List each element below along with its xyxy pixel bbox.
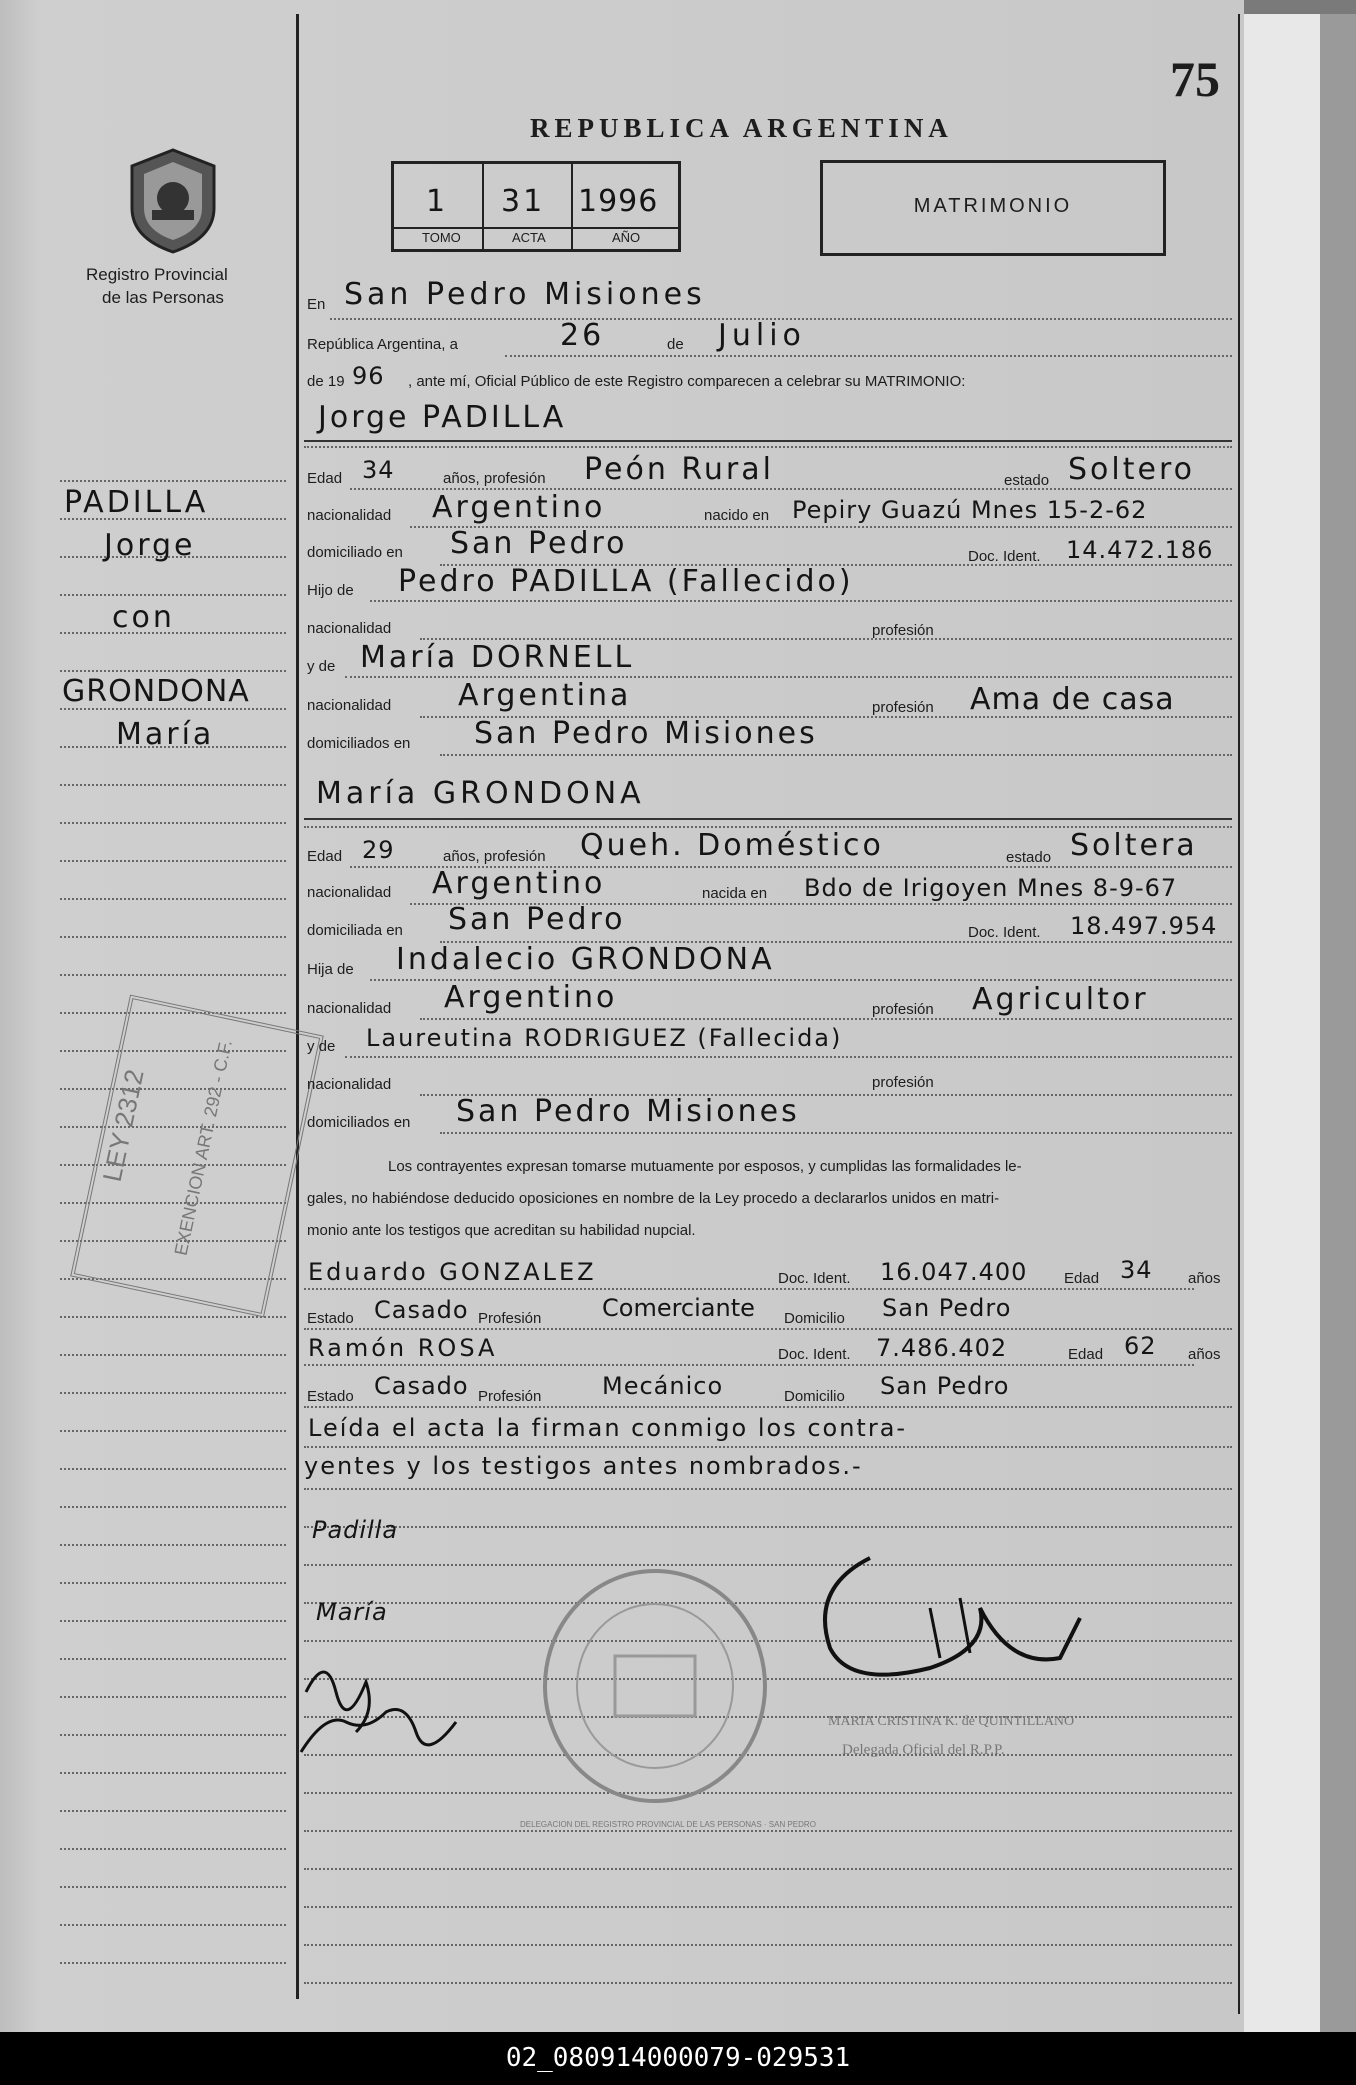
groom-yde-label: y de — [307, 658, 336, 675]
margin-rule — [60, 1582, 286, 1584]
witness1-doc-label: Doc. Ident. — [778, 1270, 851, 1287]
bride-anos-profesion-label: años, profesión — [443, 848, 546, 865]
day: 26 — [560, 318, 605, 353]
groom-mother-prof-label: profesión — [872, 699, 934, 716]
margin-rule — [60, 1696, 286, 1698]
registry-name-1: Registro Provincial — [86, 265, 228, 284]
bride-father-profession: Agricultor — [972, 982, 1149, 1017]
witness2-edad-label: Edad — [1068, 1346, 1104, 1363]
margin-rule — [60, 784, 286, 786]
bride-estado-label: estado — [1006, 849, 1052, 866]
witness2-prof-label: Profesión — [478, 1388, 542, 1405]
rule — [304, 1328, 1232, 1330]
groom-edad-label: Edad — [307, 470, 343, 487]
groom-estado-label: estado — [1004, 472, 1050, 489]
act-type-box — [820, 160, 1166, 256]
margin-connector: con — [112, 600, 175, 635]
rule — [304, 1446, 1232, 1448]
margin-rule — [60, 822, 286, 824]
groom-civil-status: Soltero — [1068, 452, 1195, 487]
margin-rule — [60, 1316, 286, 1318]
bride-mother-prof-label: profesión — [872, 1074, 934, 1091]
bride-father: Indalecio GRONDONA — [396, 942, 775, 977]
witness2-dom-label: Domicilio — [784, 1388, 845, 1405]
ruled-line — [304, 1488, 1232, 1490]
book-edge — [1320, 14, 1356, 2032]
witness2-profession: Mecánico — [602, 1372, 724, 1400]
groom-profession: Peón Rural — [584, 452, 774, 487]
witness1-civil: Casado — [374, 1296, 469, 1324]
place: San Pedro Misiones — [344, 277, 706, 312]
margin-groom-surname: PADILLA — [64, 485, 209, 520]
ruled-line — [304, 1526, 1232, 1528]
rule — [304, 818, 1232, 820]
bride-birthplace: Bdo de Irigoyen Mnes 8-9-67 — [804, 874, 1178, 902]
groom-birthplace: Pepiry Guazú Mnes 15-2-62 — [792, 496, 1148, 524]
stamp-line-1: LEY 2312 — [96, 1066, 150, 1185]
witness1-age: 34 — [1120, 1256, 1153, 1284]
margin-rule — [60, 1848, 286, 1850]
rule — [304, 440, 1232, 442]
witness2-name: Ramón ROSA — [308, 1334, 498, 1362]
bride-yde-label: y de — [307, 1038, 336, 1055]
ruled-line — [304, 1944, 1232, 1946]
bride-father-nac-label: nacionalidad — [307, 1000, 392, 1017]
margin-rule — [60, 1354, 286, 1356]
year-suffix: 96 — [352, 362, 385, 390]
witness1-doc: 16.047.400 — [880, 1258, 1028, 1286]
margin-rule — [60, 1734, 286, 1736]
bride-nacida-label: nacida en — [702, 885, 768, 902]
groom-doc-label: Doc. Ident. — [968, 548, 1041, 565]
margin-rule — [60, 1810, 286, 1812]
de-label: de — [667, 336, 684, 353]
groom-mother-nationality: Argentina — [458, 678, 632, 713]
groom-parents-dom-label: domiciliados en — [307, 735, 411, 752]
declaration-line-3: monio ante los testigos que acreditan su habilidad nupcial. — [307, 1222, 696, 1239]
rule — [304, 446, 1232, 448]
witness1-name: Eduardo GONZALEZ — [308, 1258, 597, 1286]
groom-age: 34 — [362, 456, 395, 484]
ano-label: AÑO — [612, 230, 641, 245]
groom-mother: María DORNELL — [360, 640, 635, 675]
margin-rule — [60, 1544, 286, 1546]
official-name: MARIA CRISTINA K. de QUINTILLANO — [828, 1714, 1075, 1729]
groom-domiciliado-label: domiciliado en — [307, 544, 403, 561]
ruled-line — [304, 1868, 1232, 1870]
groom-nacionalidad-label: nacionalidad — [307, 507, 392, 524]
groom-nacido-label: nacido en — [704, 507, 770, 524]
margin-rule — [60, 594, 286, 596]
groom-father-nac-label: nacionalidad — [307, 620, 392, 637]
ruled-line — [304, 1830, 1232, 1832]
witness2-estado-label: Estado — [307, 1388, 354, 1405]
margin-rule — [60, 936, 286, 938]
scan-footer-code: 02_080914000079-029531 — [0, 2032, 1356, 2085]
bride-edad-label: Edad — [307, 848, 343, 865]
rule — [304, 1406, 1232, 1408]
rule — [505, 355, 1232, 357]
bride-nationality: Argentino — [432, 866, 606, 901]
rule — [370, 600, 1232, 602]
witness2-doc-label: Doc. Ident. — [778, 1346, 851, 1363]
witness2-domicile: San Pedro — [880, 1372, 1010, 1400]
official-seal-icon — [540, 1566, 770, 1811]
witness-signatures-icon — [296, 1652, 466, 1767]
margin-rule — [60, 670, 286, 672]
closing-line-1: Leída el acta la firman conmigo los contra- — [308, 1414, 908, 1442]
witness1-domicile: San Pedro — [882, 1294, 1012, 1322]
margin-rule — [60, 898, 286, 900]
tomo-label: TOMO — [422, 230, 461, 245]
groom-father-prof-label: profesión — [872, 622, 934, 639]
witness2-civil: Casado — [374, 1372, 469, 1400]
witness1-dom-label: Domicilio — [784, 1310, 845, 1327]
bride-doc-label: Doc. Ident. — [968, 924, 1041, 941]
groom-parents-domicile: San Pedro Misiones — [474, 716, 818, 751]
bride-age: 29 — [362, 836, 395, 864]
margin-rule — [60, 1468, 286, 1470]
bride-profession: Queh. Doméstico — [580, 828, 884, 863]
margin-rule — [60, 1886, 286, 1888]
margin-rule — [60, 1392, 286, 1394]
ruled-line — [304, 1906, 1232, 1908]
margin-rule — [60, 1620, 286, 1622]
witness1-estado-label: Estado — [307, 1310, 354, 1327]
groom-full-name: Jorge PADILLA — [318, 400, 567, 435]
bride-nacionalidad-label: nacionalidad — [307, 884, 392, 901]
page-number: 75 — [1170, 51, 1220, 107]
groom-nationality: Argentino — [432, 490, 606, 525]
bride-doc: 18.497.954 — [1070, 912, 1218, 940]
bride-civil-status: Soltera — [1070, 828, 1198, 863]
groom-doc: 14.472.186 — [1066, 536, 1214, 564]
bride-father-nationality: Argentino — [444, 980, 618, 1015]
rule — [440, 754, 1232, 756]
margin-rule — [60, 1772, 286, 1774]
margin-rule — [60, 1506, 286, 1508]
declaration-line-1: Los contrayentes expresan tomarse mutuamente por esposos, y cumplidas las formalidades le- — [388, 1158, 1022, 1175]
ruled-line — [304, 1982, 1232, 1984]
witness1-anos-label: años — [1188, 1270, 1221, 1287]
groom-anos-profesion-label: años, profesión — [443, 470, 546, 487]
acta-value: 31 — [501, 184, 546, 219]
margin-rule — [60, 974, 286, 976]
bride-mother: Laureutina RODRIGUEZ (Fallecida) — [366, 1024, 843, 1052]
ano-value: 1996 — [578, 184, 659, 219]
margin-groom-name: Jorge — [104, 528, 196, 563]
statement: , ante mí, Oficial Público de este Registro comparecen a celebrar su MATRIMONIO: — [408, 373, 966, 390]
witness2-doc: 7.486.402 — [876, 1334, 1008, 1362]
month: Julio — [718, 318, 806, 353]
declaration-line-2: gales, no habiéndose deducido oposiciones en nombre de la Ley procedo a declararlos unidos en matri- — [307, 1190, 1000, 1207]
margin-bride-surname: GRONDONA — [62, 674, 250, 709]
witness1-edad-label: Edad — [1064, 1270, 1100, 1287]
registry-name-2: de las Personas — [102, 288, 224, 307]
bride-parents-domicile: San Pedro Misiones — [456, 1094, 800, 1129]
signature-groom: Padilla — [312, 1516, 399, 1544]
rule — [345, 1056, 1232, 1058]
en-label: En — [307, 296, 326, 313]
official-title: Delegada Oficial del R.P.P. — [842, 1742, 1005, 1758]
rule — [420, 1018, 1232, 1020]
groom-hijo-label: Hijo de — [307, 582, 354, 599]
year-prefix: de 19 — [307, 373, 345, 390]
margin-bride-name: María — [116, 717, 215, 752]
margin-rule — [60, 1658, 286, 1660]
groom-mother-nac-label: nacionalidad — [307, 697, 392, 714]
bride-full-name: María GRONDONA — [316, 776, 645, 811]
groom-domicile: San Pedro — [450, 526, 628, 561]
signature-bride: María — [316, 1598, 388, 1626]
witness2-anos-label: años — [1188, 1346, 1221, 1363]
tomo-value: 1 — [426, 184, 449, 219]
closing-line-2: yentes y los testigos antes nombrados.- — [304, 1452, 863, 1480]
country-heading: REPUBLICA ARGENTINA — [530, 113, 953, 143]
groom-father: Pedro PADILLA (Fallecido) — [398, 564, 854, 599]
official-signature-icon — [810, 1548, 1100, 1703]
reference-box — [391, 161, 681, 252]
seal-text: DELEGACION DEL REGISTRO PROVINCIAL DE LAS PERSONAS · SAN PEDRO — [520, 1820, 816, 1829]
bride-father-prof-label: profesión — [872, 1001, 934, 1018]
margin-rule — [60, 480, 286, 482]
rule — [304, 1364, 1194, 1366]
stamp-line-2: EXENCION ART. 292 - C.F. — [170, 1038, 236, 1258]
bride-parents-dom-label: domiciliados en — [307, 1114, 411, 1131]
registry-emblem-icon — [124, 146, 222, 261]
margin-rule — [60, 1962, 286, 1964]
witness2-age: 62 — [1124, 1332, 1157, 1360]
acta-label: ACTA — [512, 230, 546, 245]
bride-mother-nac-label: nacionalidad — [307, 1076, 392, 1093]
witness1-profession: Comerciante — [602, 1294, 755, 1322]
republic-label: República Argentina, a — [307, 336, 458, 353]
right-border — [1238, 14, 1240, 2014]
margin-rule — [60, 1924, 286, 1926]
margin-rule — [60, 1430, 286, 1432]
margin-rule — [60, 860, 286, 862]
rule — [440, 1132, 1232, 1134]
bride-domiciliada-label: domiciliada en — [307, 922, 403, 939]
bride-hija-label: Hija de — [307, 961, 354, 978]
groom-mother-profession: Ama de casa — [970, 682, 1175, 717]
rule — [304, 1288, 1194, 1290]
act-type: MATRIMONIO — [913, 195, 1073, 217]
bride-domicile: San Pedro — [448, 902, 626, 937]
witness1-prof-label: Profesión — [478, 1310, 542, 1327]
